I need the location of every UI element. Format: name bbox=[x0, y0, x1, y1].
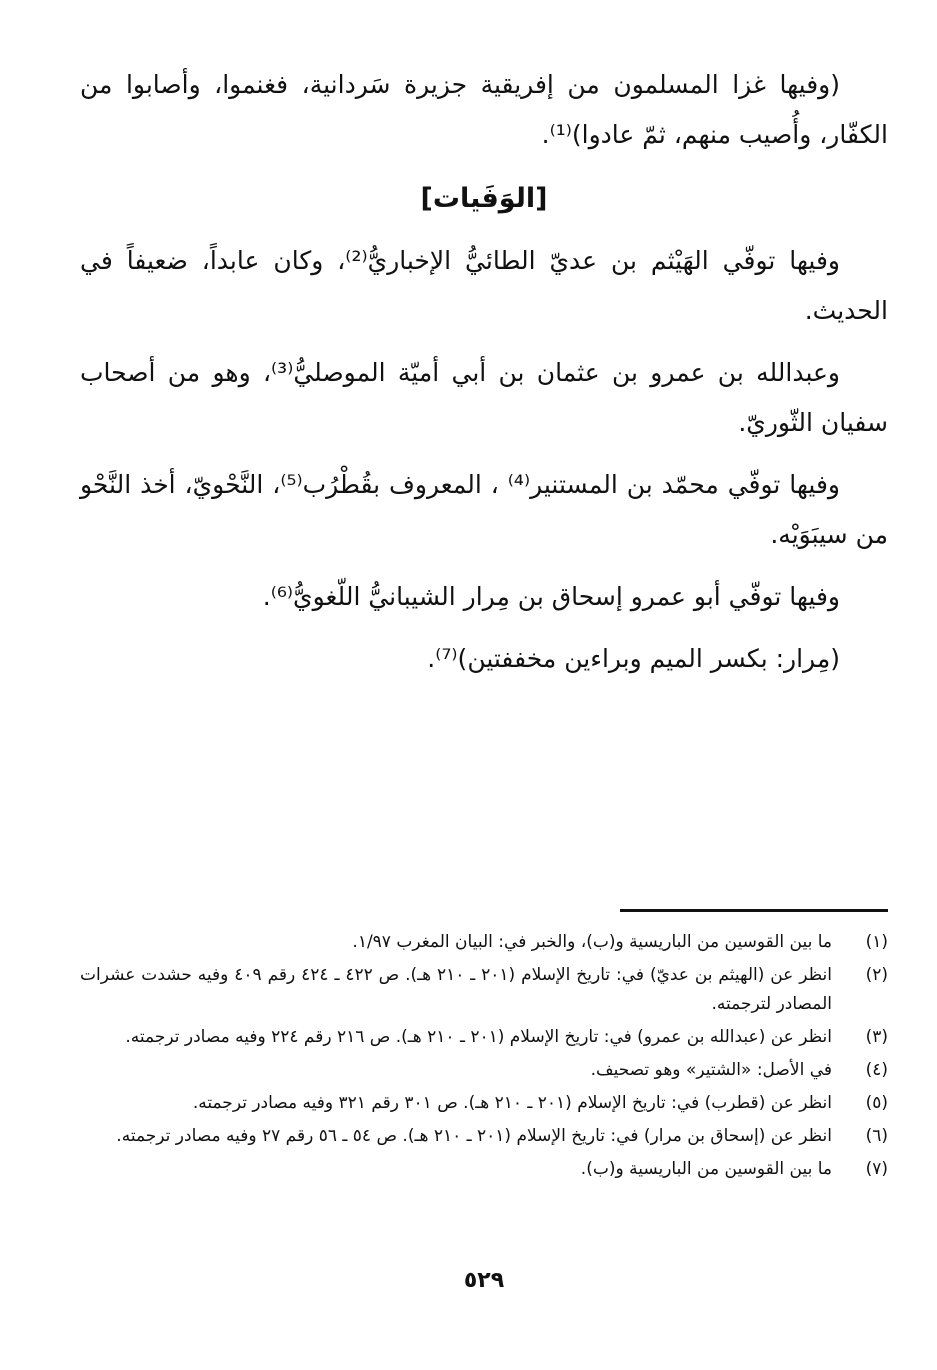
footnotes-section bbox=[80, 928, 888, 1188]
footnote-number: (٦) bbox=[865, 1126, 888, 1146]
footnote-text: انظر عن (عبدالله بن عمرو) في: تاريخ الإسلام (٢٠١ ـ ٢١٠ هـ). ص ٢١٦ رقم ٢٢٤ وفيه مصادر ترجمته. bbox=[125, 1027, 832, 1047]
footnote-text: في الأصل: «الشتير» وهو تصحيف. bbox=[590, 1060, 832, 1080]
footnote-number: (١) bbox=[865, 932, 888, 952]
footnote-text: ما بين القوسين من الباريسية و(ب). bbox=[580, 1159, 832, 1179]
footnote-text: ما بين القوسين من الباريسية و(ب)، والخبر في: البيان المغرب ١/٩٧. bbox=[352, 932, 832, 952]
body-paragraph: (مِرار: بكسر الميم وبراءين مخففتين)⁽⁷⁾. bbox=[427, 644, 840, 673]
footnote bbox=[80, 1089, 888, 1118]
section-heading: [الوَفَيات] bbox=[420, 183, 548, 214]
footnote-number: (٥) bbox=[865, 1093, 888, 1113]
book-page bbox=[80, 60, 888, 1320]
footnote bbox=[80, 1023, 888, 1052]
footnote-text: انظر عن (إسحاق بن مرار) في: تاريخ الإسلام (٢٠١ ـ ٢١٠ هـ). ص ٥٤ ـ ٥٦ رقم ٢٧ وفيه مصادر ترجمته. bbox=[116, 1126, 832, 1146]
footnote-text: انظر عن (قطرب) في: تاريخ الإسلام (٢٠١ ـ ٢١٠ هـ). ص ٣٠١ رقم ٣٢١ وفيه مصادر ترجمته. bbox=[192, 1093, 832, 1113]
body-paragraph: وفيها توفّي أبو عمرو إسحاق بن مِرار الشيبانيُّ اللّغويُّ⁽⁶⁾. bbox=[262, 582, 840, 611]
footnote bbox=[80, 1122, 888, 1151]
body-paragraph: وعبدالله بن عمرو بن عثمان بن أبي أميّة الموصليُّ⁽³⁾، وهو من أصحاب سفيان الثّوريّ. bbox=[80, 358, 888, 437]
body-paragraph: (وفيها غزا المسلمون من إفريقية جزيرة سَردانية، فغنموا، وأصابوا من الكفّار، وأُصيب منهم، ثمّ عادوا)⁽¹⁾. bbox=[80, 70, 888, 149]
footnote-number: (٤) bbox=[865, 1060, 888, 1080]
footnote bbox=[80, 961, 888, 1019]
footnote-number: (٢) bbox=[865, 965, 888, 985]
footnote-text: انظر عن (الهيثم بن عديّ) في: تاريخ الإسلام (٢٠١ ـ ٢١٠ هـ). ص ٤٢٢ ـ ٤٢٤ رقم ٤٠٩ وفيه حشدت عشرات المصادر لترجمته. bbox=[80, 965, 833, 1014]
body-paragraph: وفيها توفّي الهَيْثم بن عديّ الطائيُّ الإخباريُّ⁽²⁾، وكان عابداً، ضعيفاً في الحديث. bbox=[80, 246, 888, 325]
footnote-divider bbox=[620, 909, 888, 912]
footnote bbox=[80, 1056, 888, 1085]
footnote bbox=[80, 928, 888, 957]
body-paragraph: وفيها توفّي محمّد بن المستنير⁽⁴⁾ ، المعروف بقُطْرُب⁽⁵⁾، النَّحْويّ، أخذ النَّحْو من سيبَوَيْه. bbox=[80, 470, 888, 549]
page-number: ٥٢٩ bbox=[463, 1268, 505, 1293]
footnote-number: (٣) bbox=[865, 1027, 888, 1047]
footnote bbox=[80, 1155, 888, 1184]
footnote-number: (٧) bbox=[865, 1159, 888, 1179]
